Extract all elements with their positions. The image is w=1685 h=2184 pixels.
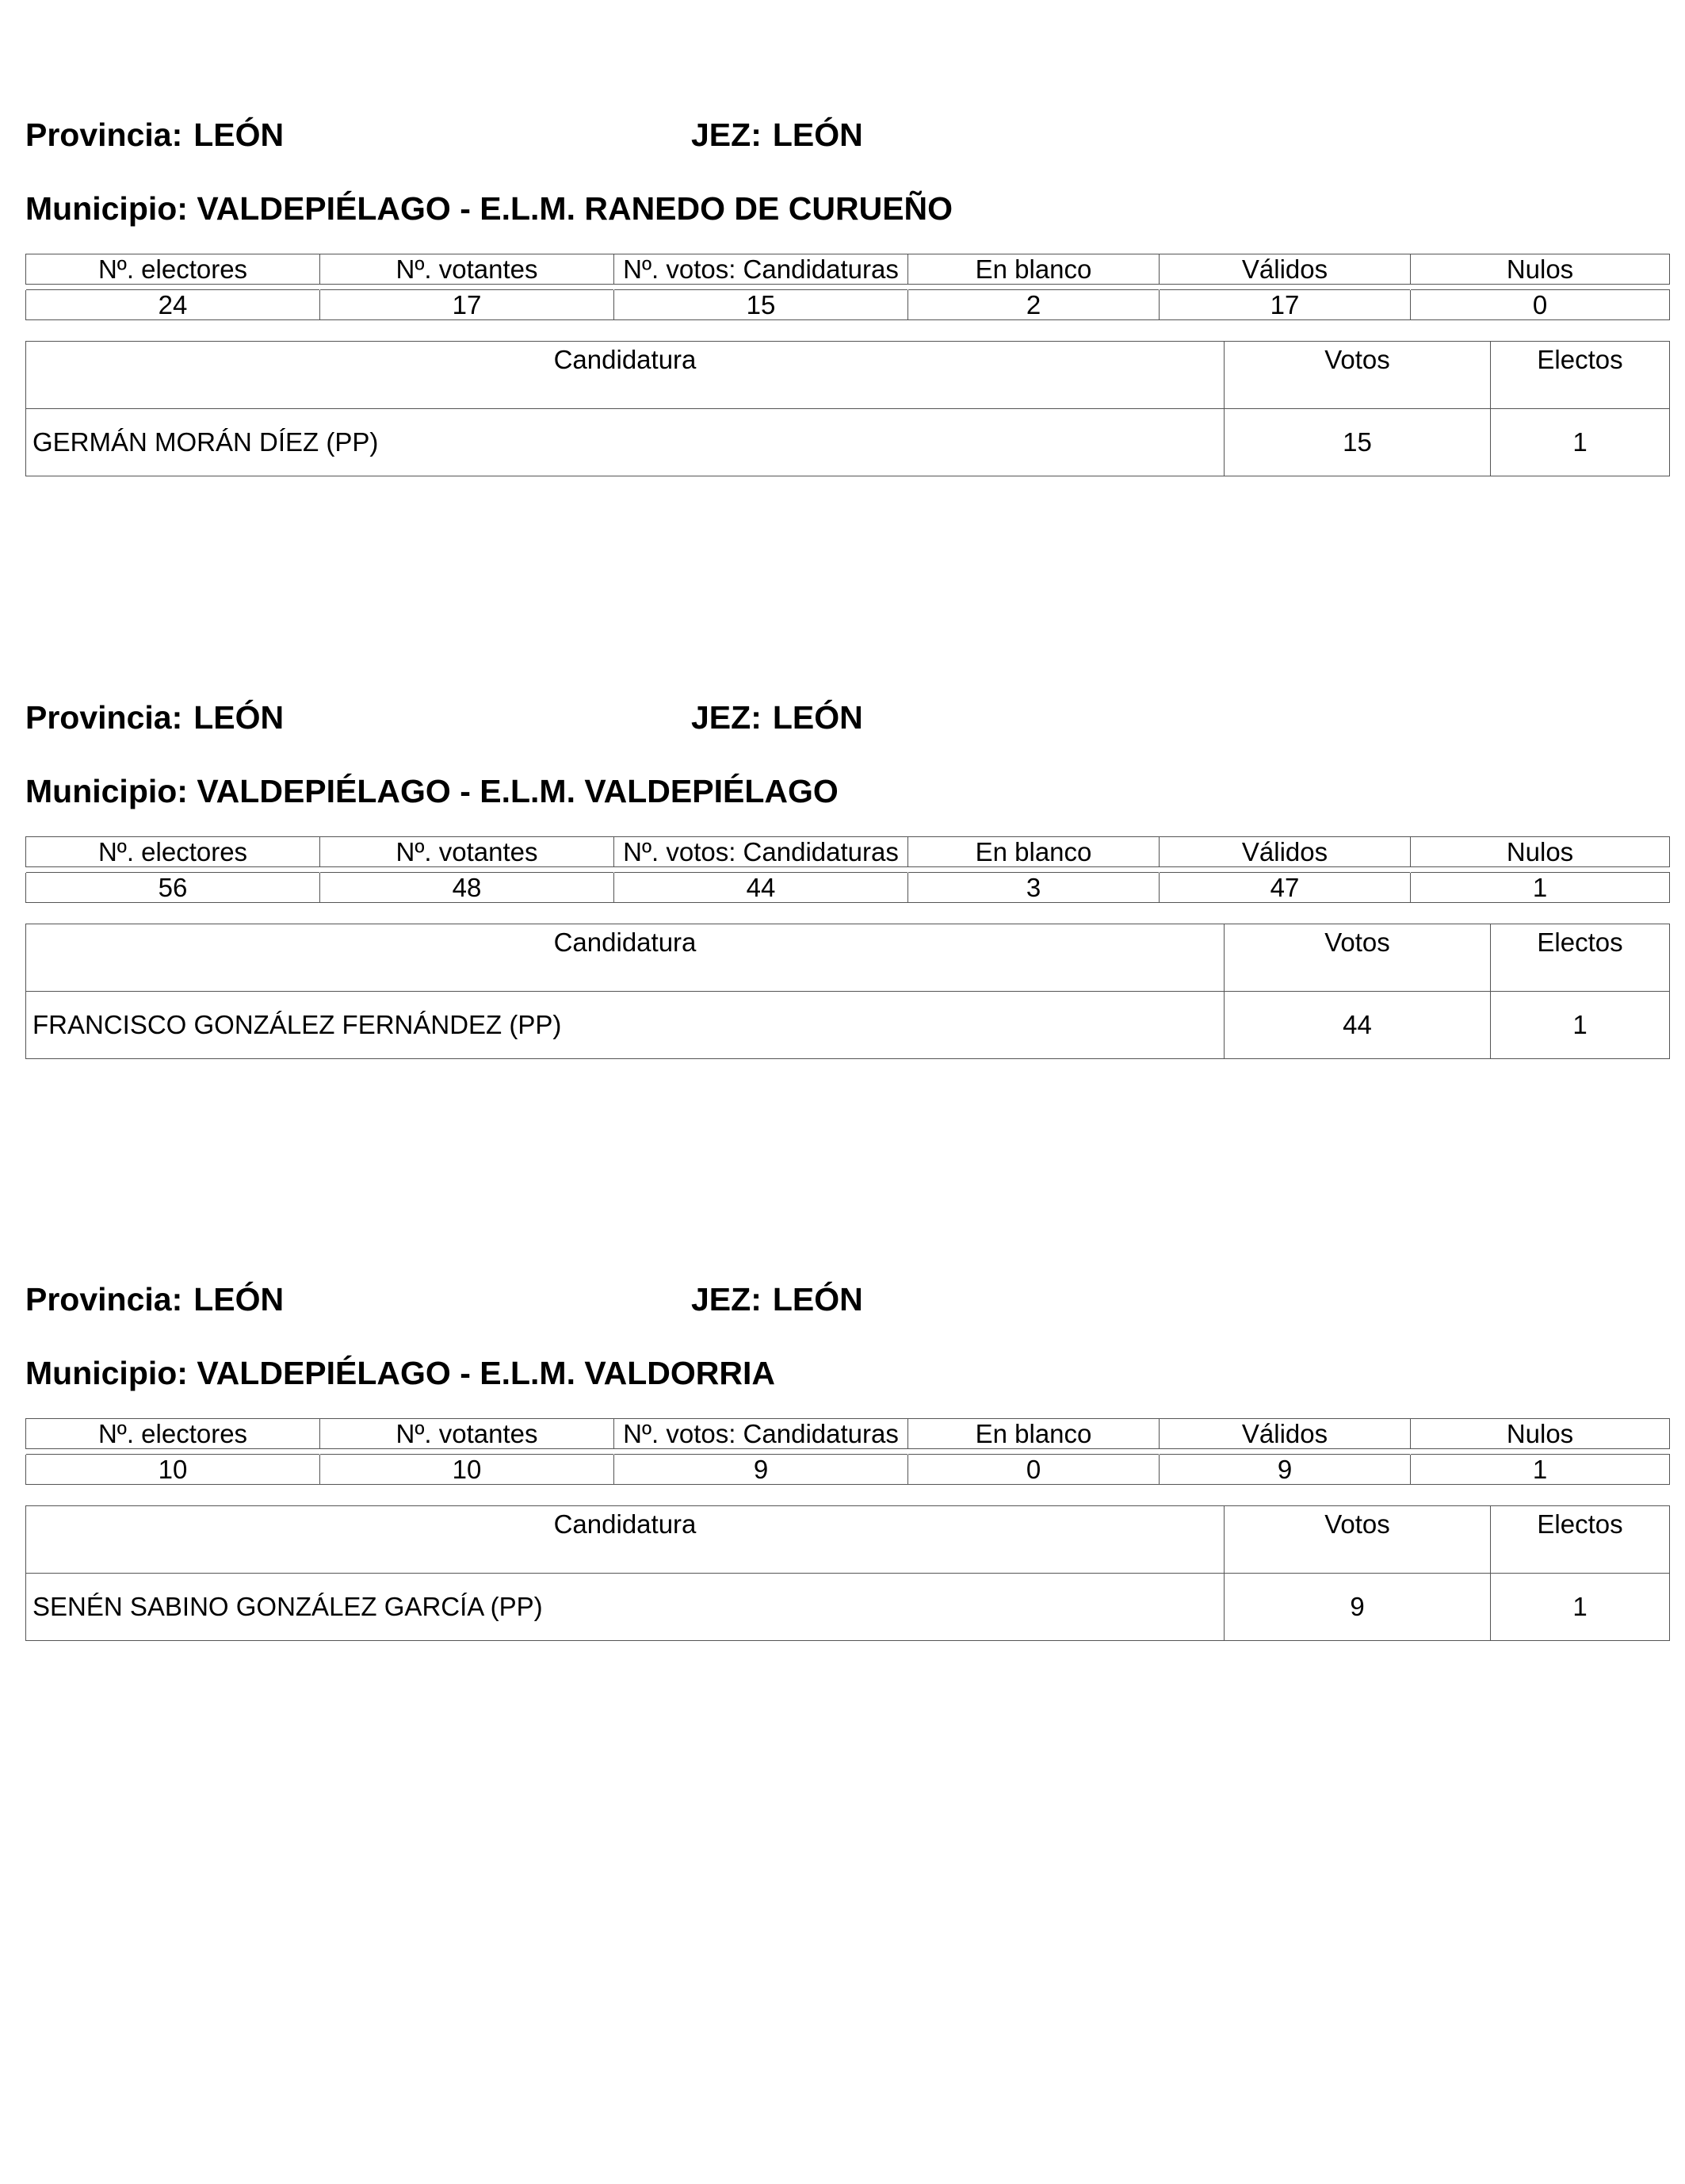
candidate-electos: 1: [1491, 992, 1670, 1059]
votos-header: Votos: [1225, 1506, 1491, 1574]
candidate-electos: 1: [1491, 1574, 1670, 1641]
stats-en-blanco: 3: [908, 873, 1160, 903]
jez-label: JEZ:: [691, 117, 762, 153]
municipio-label: Municipio:: [25, 1355, 188, 1391]
provincia-label: Provincia:: [25, 1281, 183, 1318]
stats-header-validos: Válidos: [1160, 254, 1411, 285]
stats-header-en-blanco: En blanco: [908, 1419, 1160, 1449]
stats-header-row: [26, 837, 1670, 867]
provincia-value: LEÓN: [193, 1281, 285, 1318]
stats-header-votos-candidaturas: Nº. votos: Candidaturas: [614, 254, 908, 285]
municipio-value: VALDEPIÉLAGO - E.L.M. VALDEPIÉLAGO: [197, 773, 839, 809]
stats-validos: 9: [1160, 1455, 1411, 1485]
stats-header-electores: Nº. electores: [26, 837, 320, 867]
municipio-line: [25, 1354, 775, 1392]
candidatura-header: Candidatura: [26, 342, 1225, 409]
stats-header-electores: Nº. electores: [26, 254, 320, 285]
stats-value-row: [26, 1455, 1670, 1485]
electos-header: Electos: [1491, 924, 1670, 992]
votos-header: Votos: [1225, 342, 1491, 409]
jez-value: LEÓN: [772, 699, 863, 736]
stats-en-blanco: 2: [908, 290, 1160, 320]
municipio-line: [25, 772, 839, 810]
candidates-header-row: [26, 342, 1670, 409]
stats-header-electores: Nº. electores: [26, 1419, 320, 1449]
municipio-label: Municipio:: [25, 773, 188, 809]
stats-en-blanco: 0: [908, 1455, 1160, 1485]
municipio-line: [25, 189, 953, 228]
candidate-votos: 15: [1225, 409, 1491, 476]
candidates-table: [25, 341, 1670, 476]
candidatura-header: Candidatura: [26, 924, 1225, 992]
stats-nulos: 1: [1411, 1455, 1670, 1485]
candidate-electos: 1: [1491, 409, 1670, 476]
provincia-line: [25, 1280, 284, 1318]
candidate-row: [26, 992, 1670, 1059]
jez-line: [691, 116, 863, 154]
candidates-header-row: [26, 924, 1670, 992]
municipio-value: VALDEPIÉLAGO - E.L.M. RANEDO DE CURUEÑO: [197, 190, 953, 227]
provincia-line: [25, 116, 284, 154]
provincia-line: [25, 698, 284, 736]
stats-nulos: 0: [1411, 290, 1670, 320]
provincia-label: Provincia:: [25, 117, 183, 153]
stats-votantes: 48: [320, 873, 614, 903]
stats-header-votantes: Nº. votantes: [320, 1419, 614, 1449]
stats-header-nulos: Nulos: [1411, 1419, 1670, 1449]
stats-validos: 17: [1160, 290, 1411, 320]
provincia-label: Provincia:: [25, 699, 183, 736]
stats-votos-candidaturas: 44: [614, 873, 908, 903]
stats-electores: 56: [26, 873, 320, 903]
stats-table: [25, 254, 1670, 320]
stats-votos-candidaturas: 9: [614, 1455, 908, 1485]
stats-electores: 24: [26, 290, 320, 320]
stats-header-votantes: Nº. votantes: [320, 254, 614, 285]
stats-header-en-blanco: En blanco: [908, 837, 1160, 867]
stats-header-votos-candidaturas: Nº. votos: Candidaturas: [614, 837, 908, 867]
electos-header: Electos: [1491, 1506, 1670, 1574]
candidate-row: [26, 1574, 1670, 1641]
stats-header-votos-candidaturas: Nº. votos: Candidaturas: [614, 1419, 908, 1449]
votos-header: Votos: [1225, 924, 1491, 992]
candidate-name: GERMÁN MORÁN DÍEZ (PP): [26, 409, 1225, 476]
candidate-votos: 44: [1225, 992, 1491, 1059]
candidates-table: [25, 924, 1670, 1059]
jez-value: LEÓN: [772, 117, 863, 153]
jez-line: [691, 698, 863, 736]
stats-header-nulos: Nulos: [1411, 837, 1670, 867]
jez-value: LEÓN: [772, 1281, 863, 1318]
jez-label: JEZ:: [691, 699, 762, 736]
stats-header-validos: Válidos: [1160, 837, 1411, 867]
stats-header-votantes: Nº. votantes: [320, 837, 614, 867]
stats-votos-candidaturas: 15: [614, 290, 908, 320]
stats-table: [25, 836, 1670, 903]
stats-header-row: [26, 254, 1670, 285]
municipality-section-3: [25, 1280, 1669, 1693]
electos-header: Electos: [1491, 342, 1670, 409]
municipality-section-2: [25, 698, 1669, 1111]
stats-header-en-blanco: En blanco: [908, 254, 1160, 285]
candidate-name: SENÉN SABINO GONZÁLEZ GARCÍA (PP): [26, 1574, 1225, 1641]
stats-header-nulos: Nulos: [1411, 254, 1670, 285]
candidatura-header: Candidatura: [26, 1506, 1225, 1574]
candidate-name: FRANCISCO GONZÁLEZ FERNÁNDEZ (PP): [26, 992, 1225, 1059]
stats-electores: 10: [26, 1455, 320, 1485]
stats-header-row: [26, 1419, 1670, 1449]
jez-label: JEZ:: [691, 1281, 762, 1318]
municipio-value: VALDEPIÉLAGO - E.L.M. VALDORRIA: [197, 1355, 776, 1391]
candidates-table: [25, 1505, 1670, 1641]
municipio-label: Municipio:: [25, 190, 188, 227]
stats-votantes: 10: [320, 1455, 614, 1485]
municipality-section-1: [25, 116, 1669, 528]
provincia-value: LEÓN: [193, 117, 285, 153]
stats-value-row: [26, 290, 1670, 320]
stats-nulos: 1: [1411, 873, 1670, 903]
candidates-header-row: [26, 1506, 1670, 1574]
stats-header-validos: Válidos: [1160, 1419, 1411, 1449]
stats-table: [25, 1418, 1670, 1485]
stats-value-row: [26, 873, 1670, 903]
candidate-votos: 9: [1225, 1574, 1491, 1641]
provincia-value: LEÓN: [193, 699, 285, 736]
jez-line: [691, 1280, 863, 1318]
stats-validos: 47: [1160, 873, 1411, 903]
candidate-row: [26, 409, 1670, 476]
stats-votantes: 17: [320, 290, 614, 320]
